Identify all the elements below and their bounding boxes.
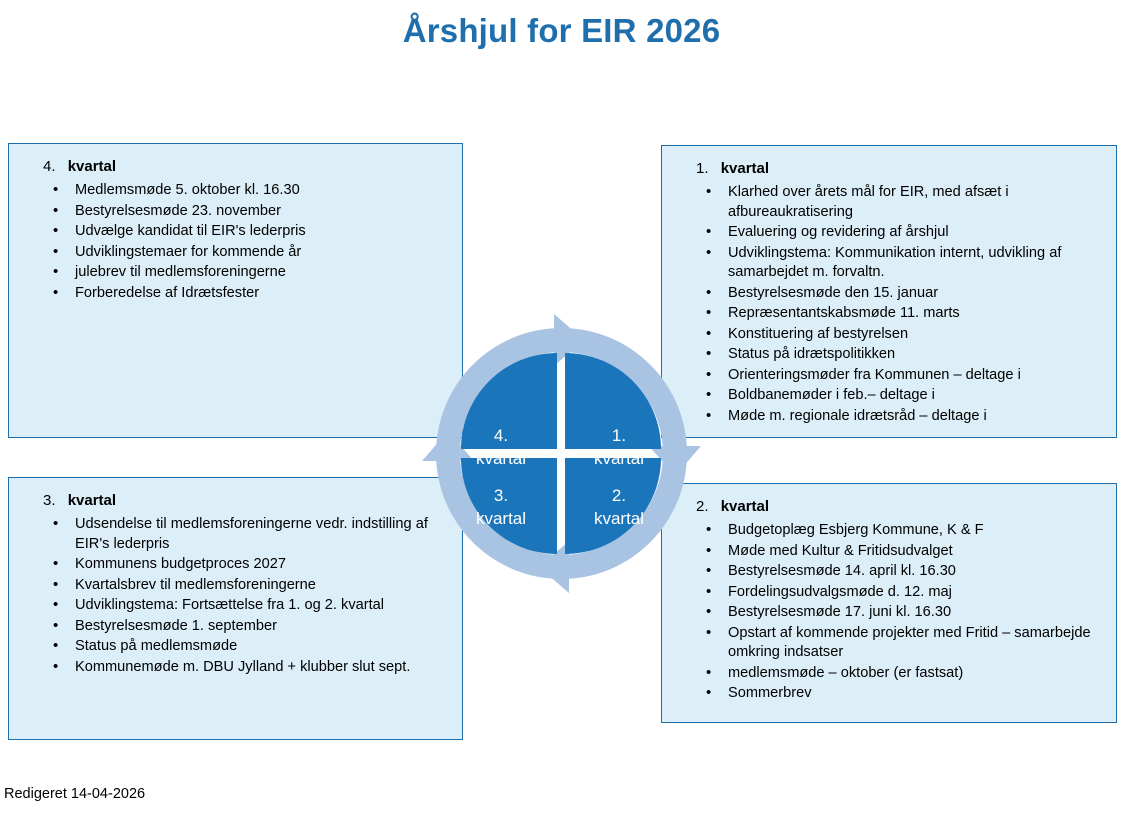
- quarter-number-q4: 4.: [43, 158, 56, 175]
- quarter-item-list-q1: [662, 183, 1116, 426]
- quarter-item-list-q3: [9, 515, 462, 677]
- quarter-title-q3: [43, 492, 462, 509]
- wheel-label-q4-line1: 4.: [493, 426, 509, 445]
- revision-note: Redigeret 14-04-2026: [4, 786, 146, 802]
- quarter-number-q3: 3.: [43, 492, 56, 509]
- list-item: • Boldbanemøder i feb.– deltage i: [702, 386, 1100, 406]
- list-item: • Møde med Kultur & Fritidsudvalget: [702, 542, 1100, 562]
- wheel-label-q2-line2: kvartal: [593, 509, 645, 528]
- wheel-label-q2: [564, 484, 674, 530]
- quarter-word-q2: kvartal: [720, 498, 770, 515]
- quarter-title-q4: [43, 158, 462, 175]
- list-item: • Udvælge kandidat til EIR's lederpris: [49, 222, 446, 242]
- list-item: • Konstituering af bestyrelsen: [702, 325, 1100, 345]
- list-item: • Bestyrelsesmøde 17. juni kl. 16.30: [702, 603, 1100, 623]
- list-item: • Status på idrætspolitikken: [702, 345, 1100, 365]
- quarter-word-q1: kvartal: [720, 160, 770, 177]
- wheel-label-q4: [446, 424, 556, 470]
- list-item: • Medlemsmøde 5. oktober kl. 16.30: [49, 181, 446, 201]
- list-item: • Fordelingsudvalgsmøde d. 12. maj: [702, 583, 1100, 603]
- wheel-label-q3-line2: kvartal: [475, 509, 527, 528]
- wheel-label-q2-line1: 2.: [611, 486, 627, 505]
- quarter-number-q1: 1.: [696, 160, 709, 177]
- list-item: • medlemsmøde – oktober (er fastsat): [702, 664, 1100, 684]
- list-item: • Budgetoplæg Esbjerg Kommune, K & F: [702, 521, 1100, 541]
- list-item: • Kvartalsbrev til medlemsforeningerne: [49, 576, 446, 596]
- list-item: • Forberedelse af Idrætsfester: [49, 284, 446, 304]
- quarter-word-q4: kvartal: [67, 158, 117, 175]
- annual-cycle-wheel: [414, 306, 709, 601]
- wheel-label-q1-line1: 1.: [611, 426, 627, 445]
- quarter-box-q2: [661, 483, 1117, 723]
- wheel-label-q1-line2: kvartal: [593, 449, 645, 468]
- list-item: • Møde m. regionale idrætsråd – deltage i: [702, 407, 1100, 427]
- list-item: • Bestyrelsesmøde 23. november: [49, 202, 446, 222]
- quarter-item-list-q2: [662, 521, 1116, 704]
- list-item: • Kommunens budgetproces 2027: [49, 555, 446, 575]
- list-item: • Udviklingstemaer for kommende år: [49, 243, 446, 263]
- quarter-title-q1: [696, 160, 1116, 177]
- list-item: • Bestyrelsesmøde 1. september: [49, 617, 446, 637]
- list-item: • Orienteringsmøder fra Kommunen – deltage i: [702, 366, 1100, 386]
- list-item: • Status på medlemsmøde: [49, 637, 446, 657]
- wheel-label-q4-line2: kvartal: [475, 449, 527, 468]
- quarter-number-q2: 2.: [696, 498, 709, 515]
- list-item: • Sommerbrev: [702, 684, 1100, 704]
- quarter-title-q2: [696, 498, 1116, 515]
- list-item: • Opstart af kommende projekter med Fritid – samarbejde omkring indsatser: [702, 624, 1100, 663]
- wheel-label-q3-line1: 3.: [493, 486, 509, 505]
- quarter-box-q1: [661, 145, 1117, 438]
- wheel-label-q3: [446, 484, 556, 530]
- list-item: • Evaluering og revidering af årshjul: [702, 223, 1100, 243]
- quarter-box-q4: [8, 143, 463, 438]
- list-item: • Udsendelse til medlemsforeningerne vedr. indstilling af EIR's lederpris: [49, 515, 446, 554]
- list-item: • Bestyrelsesmøde den 15. januar: [702, 284, 1100, 304]
- list-item: • julebrev til medlemsforeningerne: [49, 263, 446, 283]
- list-item: • Klarhed over årets mål for EIR, med afsæt i afbureaukratisering: [702, 183, 1100, 222]
- list-item: • Udviklingstema: Kommunikation internt, udvikling af samarbejdet m. forvaltn.: [702, 244, 1100, 283]
- wheel-label-q1: [564, 424, 674, 470]
- quarter-box-q3: [8, 477, 463, 740]
- quarter-word-q3: kvartal: [67, 492, 117, 509]
- list-item: • Udviklingstema: Fortsættelse fra 1. og 2. kvartal: [49, 596, 446, 616]
- quarter-item-list-q4: [9, 181, 462, 303]
- list-item: • Kommunemøde m. DBU Jylland + klubber slut sept.: [49, 658, 446, 678]
- page-title: Årshjul for EIR 2026: [402, 12, 721, 49]
- list-item: • Bestyrelsesmøde 14. april kl. 16.30: [702, 562, 1100, 582]
- list-item: • Repræsentantskabsmøde 11. marts: [702, 304, 1100, 324]
